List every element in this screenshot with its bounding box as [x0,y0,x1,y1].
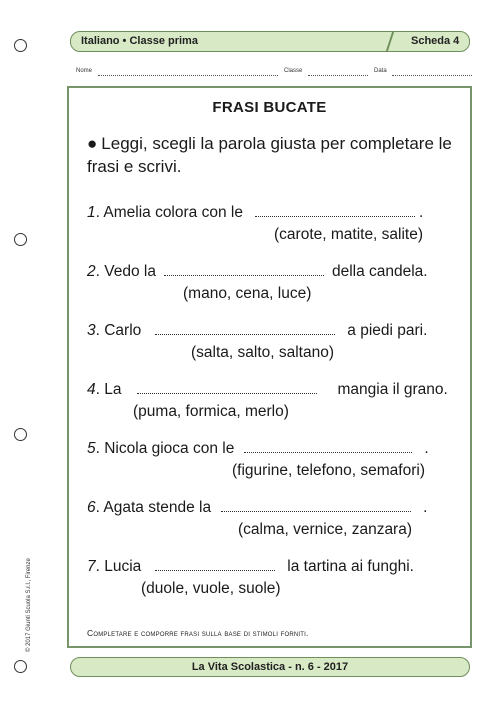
answer-blank[interactable] [155,322,335,335]
class-field[interactable] [308,68,368,76]
exercise-text-after: a piedi pari. [347,322,428,339]
exercise-text: . Lucia [95,558,142,575]
exercise-item [87,440,467,484]
subject-label: Italiano • Classe prima [81,35,198,47]
exercise-item [87,499,467,543]
footer-bar [70,657,470,677]
binder-hole-icon [14,233,27,246]
exercise-item [87,558,467,602]
binder-hole-icon [14,39,27,52]
exercise-number: 3 [87,322,96,339]
footer-text: La Vita Scolastica - n. 6 - 2017 [191,661,349,673]
options-text: (puma, formica, merlo) [133,403,289,420]
exercise-item [87,263,467,307]
exercise-number: 5 [87,440,96,457]
instruction-text: Leggi, scegli la parola giusta per completare le frasi e scrivi. [87,134,452,176]
exercise-number: 1 [87,204,96,221]
exercise-text-after: la tartina ai funghi. [287,558,414,575]
exercise-text-after: della candela. [331,263,428,280]
answer-blank[interactable] [244,440,412,453]
exercise-item [87,381,467,425]
date-field[interactable] [392,68,472,76]
exercise-number: 2 [87,263,96,280]
header-bar [70,31,470,52]
name-label: Nome [76,68,93,74]
options-text: (calma, vernice, zanzara) [238,521,413,538]
exercise-text: . Nicola gioca con le [95,440,235,457]
options-text: (duole, vuole, suole) [141,580,281,597]
exercise-text-after: mangia il grano. [337,381,448,398]
answer-blank[interactable] [221,499,411,512]
answer-blank[interactable] [255,204,415,217]
sheet-number: Scheda 4 [411,35,460,47]
exercise-item [87,322,467,366]
exercise-text-after: . [424,440,429,457]
header-divider [386,32,394,51]
class-label: Classe [284,68,303,74]
exercise-text: . La [95,381,122,398]
bullet-icon: ● [87,134,98,153]
instruction [87,132,457,178]
exercise-text: . Amelia colora con le [95,204,243,221]
options-text: (mano, cena, luce) [183,285,312,302]
exercise-number: 6 [87,499,96,516]
exercise-text-after: . [418,204,424,221]
copyright-note: © 2017 Giunti Scuola S.r.l., Firenze [26,558,32,652]
answer-blank[interactable] [137,381,317,394]
options-text: (carote, matite, salite) [274,226,424,243]
date-label: Data [374,68,387,74]
worksheet-frame [67,86,472,648]
binder-hole-icon [14,428,27,441]
options-text: (figurine, telefono, semafori) [232,462,425,479]
exercise-text: . Vedo la [95,263,156,280]
answer-blank[interactable] [155,558,275,571]
worksheet-title: FRASI BUCATE [212,99,327,116]
exercise-text: . Carlo [95,322,142,339]
name-field[interactable] [98,68,278,76]
exercise-number: 7 [87,558,96,575]
exercise-text-after: . [423,499,428,516]
binder-hole-icon [14,660,27,673]
exercise-item [87,204,467,248]
footnote: Completare e comporre frasi sulla base di stimoli forniti. [87,628,309,638]
options-text: (salta, salto, saltano) [191,344,335,361]
name-row [76,68,472,80]
exercise-text: . Agata stende la [95,499,212,516]
answer-blank[interactable] [164,263,324,276]
exercise-number: 4 [87,381,96,398]
